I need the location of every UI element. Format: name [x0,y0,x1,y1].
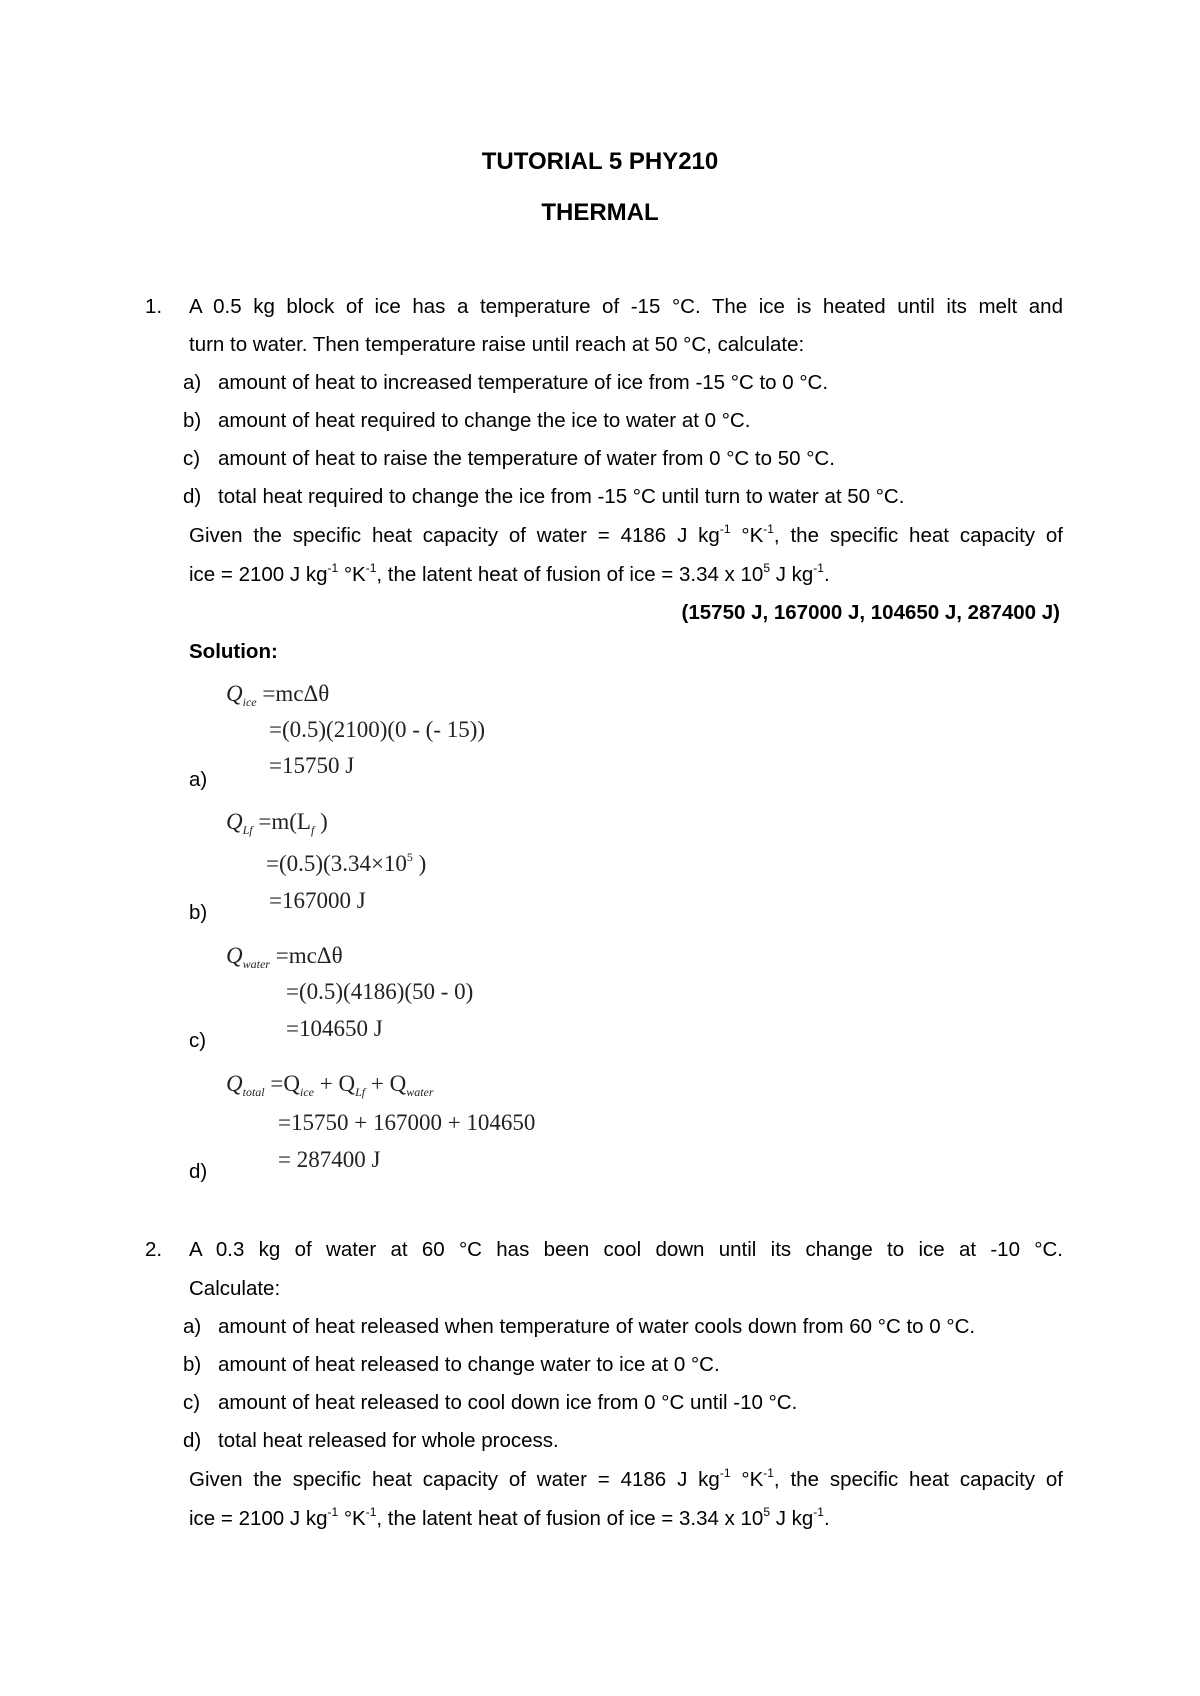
question-1-text-line-1: A 0.5 kg block of ice has a temperature of -15 °C. The ice is heated until its melt and [189,295,1063,318]
solution-b-line-3: =167000 J [269,888,366,913]
document-subtitle: THERMAL [541,199,659,226]
solution-c-label: c) [189,1029,207,1052]
q2-part-d-label: d) [183,1429,202,1452]
solution-label: Solution: [189,640,278,663]
solution-d-line-2: =15750 + 167000 + 104650 [278,1110,536,1135]
q2-part-d-text: total heat released for whole process. [218,1429,559,1452]
q2-part-a-label: a) [183,1315,202,1338]
solution-b-line-1: $Q_{Lf} =m(L_f$ ) [226,809,328,837]
q2-part-c-label: c) [183,1391,201,1414]
q2-given-line-1: Given the specific heat capacity of water = 4186 J $kg^{-1}$ $^\circ K^{-1}$, the specific heat capacity of [189,1466,1063,1491]
q1-part-b-label: b) [183,409,202,432]
solution-a-line-1: $Q_{ice} =mc\Delta\theta$ [226,681,330,709]
question-1-number: 1. [145,295,163,318]
solution-d-line-1: $Q_{total} =Q_{ice} + Q_{Lf} + Q_{water}$ [226,1071,434,1099]
q1-part-c-text: amount of heat to raise the temperature of water from 0 °C to 50 °C. [218,447,835,470]
q2-given-line-2: ice = 2100 J $kg^{-1}$ $^\circ K^{-1}$, the latent heat of fusion of ice = 3.34 x $10^5$ J $kg^{-1}$. [189,1505,830,1530]
q2-part-a-text: amount of heat released when temperature of water cools down from 60 °C to 0 °C. [218,1315,976,1338]
question-2-text-line-2: Calculate: [189,1277,281,1300]
solution-c-line-2: =(0.5)(4186)(50 - 0) [286,979,474,1004]
q1-part-b-text: amount of heat required to change the ice to water at 0 °C. [218,409,751,432]
solution-b-line-2: $=(0.5)(3.34\times 10^5$ ) [266,850,427,876]
q2-part-b-text: amount of heat released to change water to ice at 0 °C. [218,1353,720,1376]
solution-b-label: b) [189,901,208,924]
q1-part-c-label: c) [183,447,201,470]
q1-part-d-label: d) [183,485,202,508]
q1-part-a-label: a) [183,371,202,394]
solution-a-label: a) [189,768,208,791]
solution-c-line-3: =104650 J [286,1016,383,1041]
question-2-number: 2. [145,1238,163,1261]
solution-d-line-3: = 287400 J [278,1147,381,1172]
q1-part-d-text: total heat required to change the ice from -15 °C until turn to water at 50 °C. [218,485,905,508]
solution-a-line-3: =15750 J [269,753,355,778]
solution-c-line-1: $Q_{water} =mc\Delta\theta$ [226,943,343,971]
q2-part-b-label: b) [183,1353,202,1376]
q1-answers: (15750 J, 167000 J, 104650 J, 287400 J) [681,601,1060,624]
q2-part-c-text: amount of heat released to cool down ice from 0 °C until -10 °C. [218,1391,798,1414]
q1-given-line-2: ice = 2100 J $kg^{-1}$ $^\circ K^{-1}$, the latent heat of fusion of ice = 3.34 x $10^5$ J $kg^{-1}$. [189,561,830,586]
question-2-text-line-1: A 0.3 kg of water at 60 °C has been cool down until its change to ice at -10 °C. [189,1238,1063,1261]
solution-d-label: d) [189,1160,208,1183]
q1-part-a-text: amount of heat to increased temperature of ice from -15 °C to 0 °C. [218,371,829,394]
solution-a-line-2: =(0.5)(2100)(0 - (- 15)) [269,717,486,742]
question-1-text-line-2: turn to water. Then temperature raise until reach at 50 °C, calculate: [189,333,805,356]
document-title: TUTORIAL 5 PHY210 [481,148,719,175]
q1-given-line-1: Given the specific heat capacity of water = 4186 J $kg^{-1}$ $^\circ K^{-1}$, the specific heat capacity of [189,522,1063,547]
